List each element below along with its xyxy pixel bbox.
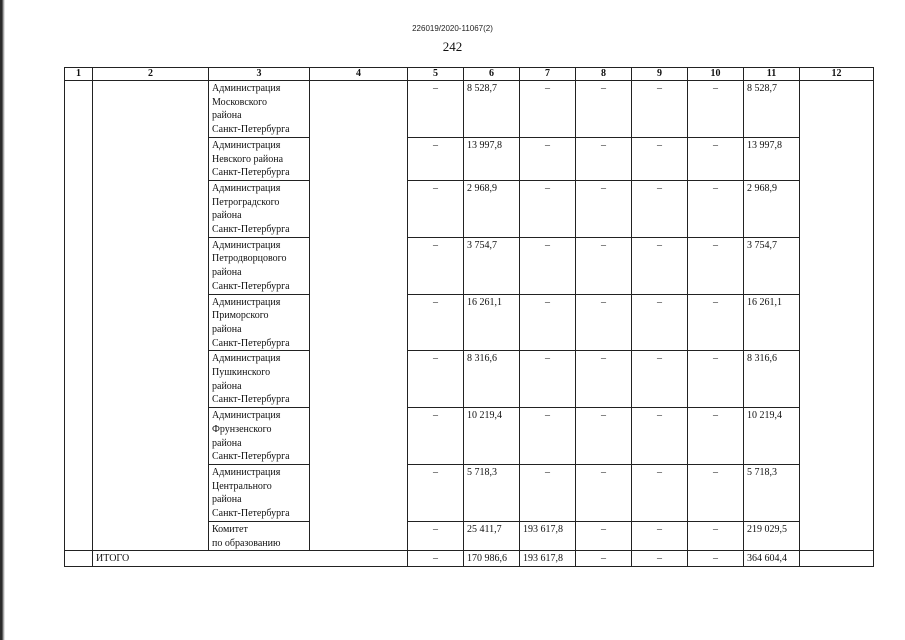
organization-line: района <box>212 380 242 392</box>
organization-line: Администрация <box>212 139 281 151</box>
value-c9: – <box>632 351 688 408</box>
organization-line: Администрация <box>212 239 281 251</box>
organization-line: Петродворцового <box>212 253 287 265</box>
column-number-row <box>65 68 874 81</box>
value-c11: 219 029,5 <box>744 521 800 550</box>
cell-col-2 <box>93 294 209 351</box>
organization-cell <box>209 180 310 237</box>
column-header: 9 <box>632 68 688 81</box>
cell-col-12 <box>800 464 874 521</box>
value-c5: – <box>408 408 464 465</box>
value-c7: 193 617,8 <box>520 521 576 550</box>
cell-col-12 <box>800 521 874 550</box>
table-row <box>65 408 874 465</box>
cell-col-1 <box>65 294 93 351</box>
value-c9: – <box>632 237 688 294</box>
value-c5: – <box>408 81 464 138</box>
value-c5: – <box>408 521 464 550</box>
value-c9: – <box>632 294 688 351</box>
column-header: 4 <box>310 68 408 81</box>
value-c11: 2 968,9 <box>744 180 800 237</box>
organization-line: Московского <box>212 96 267 108</box>
value-c6: 8 528,7 <box>464 81 520 138</box>
value-c5: – <box>408 180 464 237</box>
cell-col-4 <box>310 137 408 180</box>
value-c8: – <box>576 81 632 138</box>
value-c11: 3 754,7 <box>744 237 800 294</box>
organization-line: Администрация <box>212 466 281 478</box>
value-c5: – <box>408 464 464 521</box>
value-c7: – <box>520 137 576 180</box>
value-c9: – <box>632 81 688 138</box>
value-c8: – <box>576 237 632 294</box>
value-c11: 8 316,6 <box>744 351 800 408</box>
column-header: 3 <box>209 68 310 81</box>
value-c11: 10 219,4 <box>744 408 800 465</box>
table-row <box>65 180 874 237</box>
cell-col-1 <box>65 237 93 294</box>
page-number: 242 <box>442 39 463 54</box>
organization-cell <box>209 408 310 465</box>
value-c7: – <box>520 180 576 237</box>
value-c6: 2 968,9 <box>464 180 520 237</box>
value-c10: – <box>688 81 744 138</box>
value-c10: – <box>688 464 744 521</box>
column-header: 6 <box>464 68 520 81</box>
value-c10: – <box>688 294 744 351</box>
value-c6: 5 718,3 <box>464 464 520 521</box>
table-row <box>65 351 874 408</box>
value-c5: – <box>408 137 464 180</box>
cell-col-12 <box>800 351 874 408</box>
cell-col-12 <box>800 237 874 294</box>
cell-col-2 <box>93 408 209 465</box>
total-c10: – <box>688 551 744 567</box>
organization-cell <box>209 294 310 351</box>
cell-col-2 <box>93 521 209 550</box>
value-c10: – <box>688 180 744 237</box>
cell-col-2 <box>93 351 209 408</box>
column-header: 11 <box>744 68 800 81</box>
cell-col-12 <box>800 81 874 138</box>
value-c11: 13 997,8 <box>744 137 800 180</box>
cell-col-4 <box>310 408 408 465</box>
total-c8: – <box>576 551 632 567</box>
cell-col-12 <box>800 408 874 465</box>
value-c6: 8 316,6 <box>464 351 520 408</box>
column-header: 8 <box>576 68 632 81</box>
column-header: 10 <box>688 68 744 81</box>
cell-col-1 <box>65 81 93 138</box>
cell-col-12 <box>800 551 874 567</box>
cell-col-2 <box>93 180 209 237</box>
organization-line: района <box>212 267 242 279</box>
cell-col-1 <box>65 137 93 180</box>
organization-line: Пушкинского <box>212 367 271 379</box>
organization-cell <box>209 464 310 521</box>
cell-col-1 <box>65 408 93 465</box>
value-c7: – <box>520 294 576 351</box>
value-c7: – <box>520 237 576 294</box>
value-c8: – <box>576 521 632 550</box>
table-row <box>65 521 874 550</box>
value-c10: – <box>688 351 744 408</box>
document-id: 226019/2020-11067(2) <box>412 24 493 33</box>
organization-line: Санкт-Петербурга <box>212 280 290 292</box>
organization-line: Санкт-Петербурга <box>212 394 290 406</box>
organization-line: Петроградского <box>212 196 280 208</box>
value-c8: – <box>576 294 632 351</box>
scan-edge <box>0 0 5 640</box>
organization-line: Санкт-Петербурга <box>212 124 290 136</box>
table-row <box>65 137 874 180</box>
organization-line: Санкт-Петербурга <box>212 451 290 463</box>
organization-line: Администрация <box>212 353 281 365</box>
cell-col-1 <box>65 180 93 237</box>
value-c9: – <box>632 408 688 465</box>
value-c8: – <box>576 408 632 465</box>
cell-col-4 <box>310 237 408 294</box>
cell-col-12 <box>800 294 874 351</box>
total-c6: 170 986,6 <box>464 551 520 567</box>
organization-line: района <box>212 110 242 122</box>
value-c8: – <box>576 464 632 521</box>
organization-cell <box>209 81 310 138</box>
organization-line: Администрация <box>212 410 281 422</box>
value-c7: – <box>520 464 576 521</box>
organization-line: Приморского <box>212 310 269 322</box>
total-c7: 193 617,8 <box>520 551 576 567</box>
organization-line: Фрунзенского <box>212 423 272 435</box>
value-c7: – <box>520 81 576 138</box>
value-c7: – <box>520 351 576 408</box>
organization-line: Санкт-Петербурга <box>212 167 290 179</box>
value-c6: 3 754,7 <box>464 237 520 294</box>
total-c5: – <box>408 551 464 567</box>
organization-line: Санкт-Петербурга <box>212 508 290 520</box>
cell-col-2 <box>93 137 209 180</box>
value-c7: – <box>520 408 576 465</box>
total-row <box>65 551 874 567</box>
organization-line: Невского района <box>212 153 284 165</box>
organization-cell <box>209 521 310 550</box>
value-c5: – <box>408 237 464 294</box>
value-c8: – <box>576 137 632 180</box>
value-c9: – <box>632 464 688 521</box>
table-row <box>65 237 874 294</box>
column-header: 7 <box>520 68 576 81</box>
organization-line: Администрация <box>212 296 281 308</box>
cell-col-4 <box>310 81 408 138</box>
value-c9: – <box>632 137 688 180</box>
value-c6: 25 411,7 <box>464 521 520 550</box>
cell-col-4 <box>310 294 408 351</box>
cell-col-2 <box>93 81 209 138</box>
value-c9: – <box>632 521 688 550</box>
column-header: 5 <box>408 68 464 81</box>
organization-line: района <box>212 437 242 449</box>
table-row <box>65 464 874 521</box>
organization-line: Администрация <box>212 182 281 194</box>
organization-line: Комитет <box>212 523 248 535</box>
cell-col-1 <box>65 551 93 567</box>
organization-line: Центрального <box>212 480 272 492</box>
cell-col-1 <box>65 521 93 550</box>
cell-col-4 <box>310 351 408 408</box>
cell-col-4 <box>310 521 408 550</box>
cell-col-4 <box>310 464 408 521</box>
total-c9: – <box>632 551 688 567</box>
value-c11: 16 261,1 <box>744 294 800 351</box>
cell-col-12 <box>800 180 874 237</box>
budget-table <box>64 67 874 567</box>
value-c8: – <box>576 180 632 237</box>
value-c6: 16 261,1 <box>464 294 520 351</box>
total-label: ИТОГО <box>93 551 408 567</box>
column-header: 2 <box>93 68 209 81</box>
value-c9: – <box>632 180 688 237</box>
organization-line: района <box>212 494 242 506</box>
organization-line: по образованию <box>212 537 281 549</box>
organization-line: района <box>212 210 242 222</box>
table-row <box>65 81 874 138</box>
organization-cell <box>209 237 310 294</box>
cell-col-2 <box>93 237 209 294</box>
value-c10: – <box>688 408 744 465</box>
value-c8: – <box>576 351 632 408</box>
value-c10: – <box>688 237 744 294</box>
column-header: 1 <box>65 68 93 81</box>
cell-col-1 <box>65 464 93 521</box>
cell-col-1 <box>65 351 93 408</box>
value-c11: 5 718,3 <box>744 464 800 521</box>
organization-line: Администрация <box>212 83 281 94</box>
cell-col-12 <box>800 137 874 180</box>
organization-cell <box>209 137 310 180</box>
value-c10: – <box>688 521 744 550</box>
organization-line: района <box>212 323 242 335</box>
organization-line: Санкт-Петербурга <box>212 224 290 236</box>
value-c5: – <box>408 351 464 408</box>
organization-cell <box>209 351 310 408</box>
organization-line: Санкт-Петербурга <box>212 337 290 349</box>
value-c5: – <box>408 294 464 351</box>
value-c11: 8 528,7 <box>744 81 800 138</box>
cell-col-2 <box>93 464 209 521</box>
total-c11: 364 604,4 <box>744 551 800 567</box>
value-c10: – <box>688 137 744 180</box>
value-c6: 13 997,8 <box>464 137 520 180</box>
table-row <box>65 294 874 351</box>
column-header: 12 <box>800 68 874 81</box>
value-c6: 10 219,4 <box>464 408 520 465</box>
cell-col-4 <box>310 180 408 237</box>
